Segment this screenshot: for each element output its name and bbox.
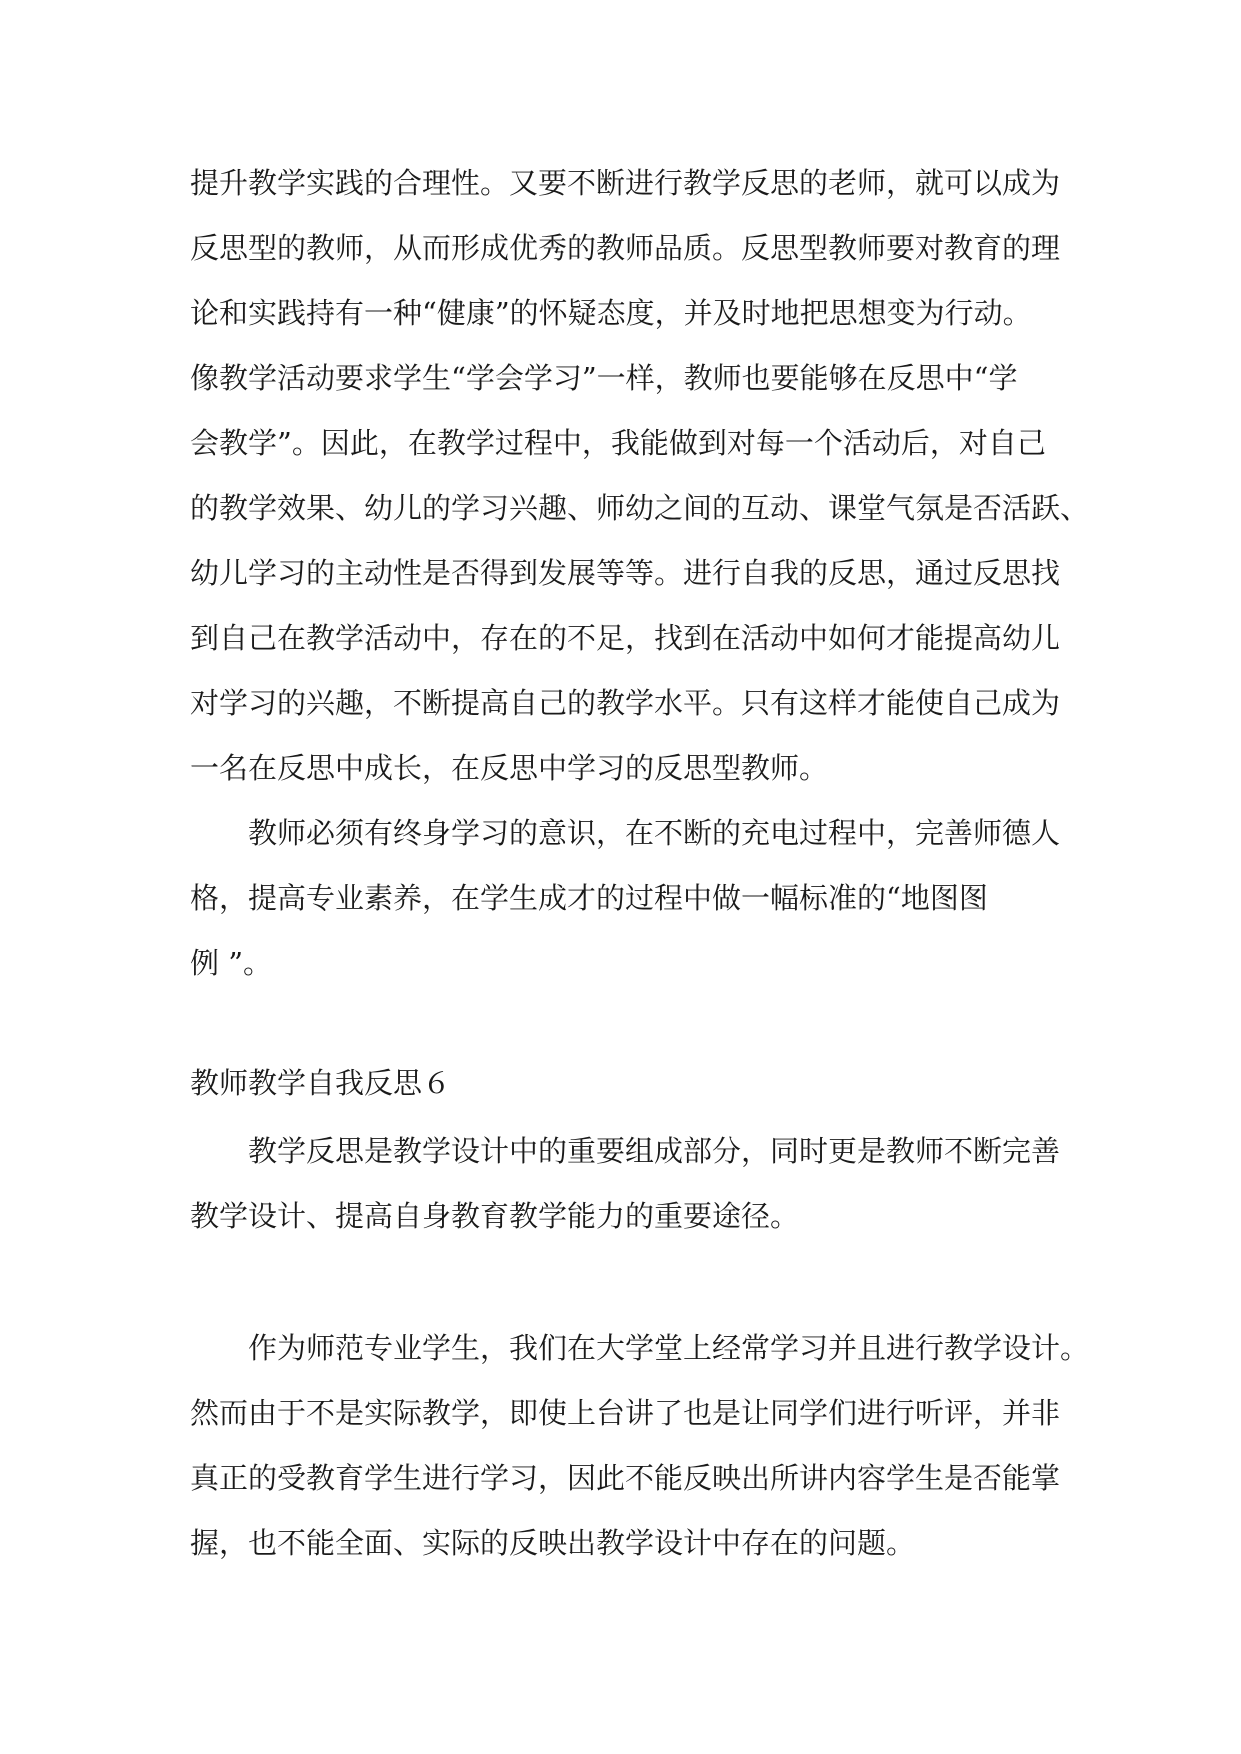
text-line: 对学习的兴趣，不断提高自己的教学水平。只有这样才能使自己成为 [190, 686, 1061, 720]
text-line: 论和实践持有一种“健康”的怀疑态度，并及时地把思想变为行动。 [190, 296, 1032, 330]
text-line: 然而由于不是实际教学，即使上台讲了也是让同学们进行听评，并非 [190, 1396, 1061, 1430]
text-line: 作为师范专业学生，我们在大学堂上经常学习并且进行教学设计。 [248, 1331, 1090, 1365]
text-line: 幼儿学习的主动性是否得到发展等等。进行自我的反思，通过反思找 [190, 556, 1061, 590]
text-line: 教师必须有终身学习的意识，在不断的充电过程中，完善师德人 [248, 816, 1061, 850]
text-line: 反思型的教师，从而形成优秀的教师品质。反思型教师要对教育的理 [190, 231, 1061, 265]
text-line: 提升教学实践的合理性。又要不断进行教学反思的老师，就可以成为 [190, 166, 1061, 200]
text-line: 教学反思是教学设计中的重要组成部分，同时更是教师不断完善 [248, 1134, 1061, 1168]
text-line: 一名在反思中成长，在反思中学习的反思型教师。 [190, 751, 829, 785]
text-line: 教学设计、提高自身教育教学能力的重要途径。 [190, 1199, 800, 1233]
text-line: 会教学”。因此，在教学过程中，我能做到对每一个活动后，对自己 [190, 426, 1046, 460]
section-heading: 教师教学自我反思６ [190, 1066, 452, 1100]
text-line: 像教学活动要求学生“学会学习”一样，教师也要能够在反思中“学 [190, 361, 1018, 395]
text-line: 的教学效果、幼儿的学习兴趣、师幼之间的互动、课堂气氛是否活跃、 [190, 491, 1090, 525]
text-line: 握，也不能全面、实际的反映出教学设计中存在的问题。 [190, 1526, 916, 1560]
text-line: 格，提高专业素养，在学生成才的过程中做一幅标准的“地图图 [190, 881, 988, 915]
text-line: 真正的受教育学生进行学习，因此不能反映出所讲内容学生是否能掌 [190, 1461, 1061, 1495]
text-line: 例 ”。 [190, 946, 273, 980]
text-line: 到自己在教学活动中，存在的不足，找到在活动中如何才能提高幼儿 [190, 621, 1061, 655]
